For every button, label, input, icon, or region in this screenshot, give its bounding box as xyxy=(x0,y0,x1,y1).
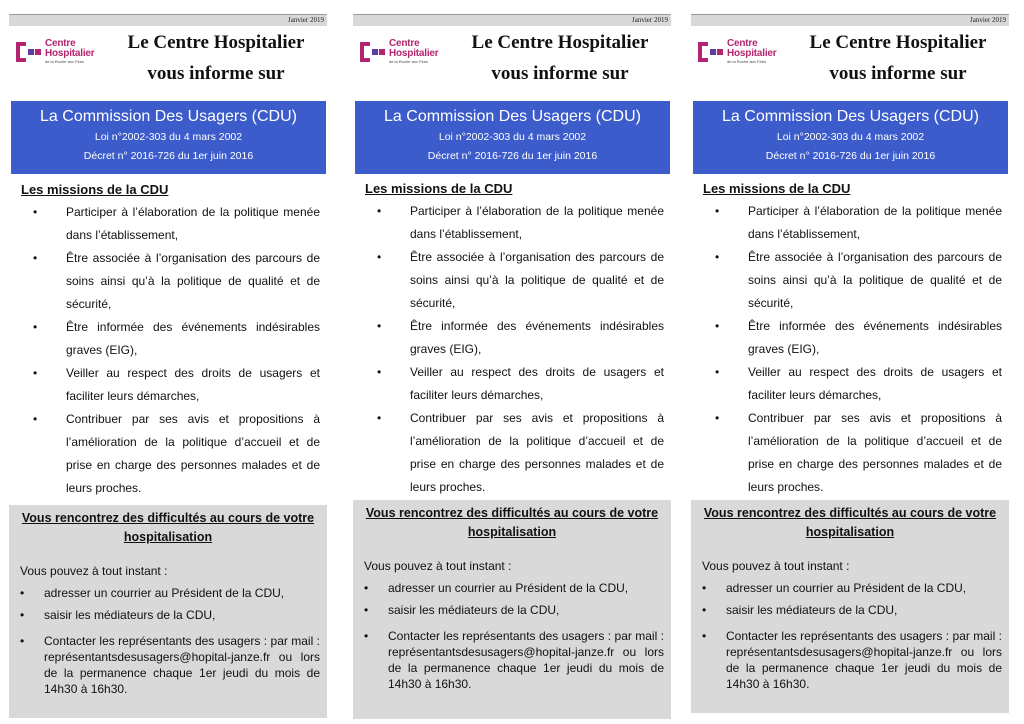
bullet-icon: • xyxy=(377,411,382,425)
hospital-logo xyxy=(358,38,458,70)
difficulties-list xyxy=(353,580,671,692)
difficulties-intro: Vous pouvez à tout instant : xyxy=(20,564,168,578)
logo-mark-icon xyxy=(14,40,42,64)
mission-text: Contribuer par ses avis et propositions à l’amélioration de la politique d’accueil et de prise en charge des personnes malades et de leurs proches. xyxy=(748,411,1002,494)
bullet-icon: • xyxy=(33,320,38,334)
logo-text-line1: Centre xyxy=(45,38,76,49)
page-title-line1: Le Centre Hospitalier xyxy=(809,32,987,53)
bullet-icon: • xyxy=(33,251,38,265)
logo-text-line2: Hospitalier xyxy=(727,48,777,59)
logo-text-line3: de la Roche aux Fées xyxy=(389,59,428,64)
missions-list xyxy=(691,200,1009,499)
list-item xyxy=(691,628,1009,692)
banner-heading: La Commission Des Usagers (CDU) xyxy=(722,108,979,125)
mission-text: Être associée à l’organisation des parcours de soins ainsi qu’à la politique de qualité et de sécurité, xyxy=(410,250,664,310)
mission-text: Participer à l’élaboration de la politique menée dans l’établissement, xyxy=(748,204,1002,241)
banner-loi: Loi n°2002-303 du 4 mars 2002 xyxy=(438,131,587,143)
bullet-icon: • xyxy=(33,412,38,426)
banner-heading: La Commission Des Usagers (CDU) xyxy=(40,108,297,125)
bullet-icon: • xyxy=(702,581,707,595)
difficulty-text: saisir les médiateurs de la CDU, xyxy=(388,603,560,617)
list-item xyxy=(353,315,671,361)
list-item xyxy=(9,585,327,601)
list-item xyxy=(9,316,327,362)
difficulties-intro: Vous pouvez à tout instant : xyxy=(364,559,512,573)
logo-text-line2: Hospitalier xyxy=(389,48,439,59)
leaflet-column-2 xyxy=(353,0,671,724)
difficulties-list xyxy=(9,585,327,697)
list-item xyxy=(9,607,327,623)
list-item xyxy=(353,361,671,407)
bullet-icon: • xyxy=(702,629,707,643)
logo-text-line1: Centre xyxy=(389,38,420,49)
leaflet-column-3 xyxy=(691,0,1009,724)
mission-text: Participer à l’élaboration de la politique menée dans l’établissement, xyxy=(66,205,320,242)
missions-heading: Les missions de la CDU xyxy=(365,181,513,196)
cdu-banner xyxy=(693,101,1008,174)
date-label: Janvier 2019 xyxy=(970,16,1006,24)
mission-text: Contribuer par ses avis et propositions à l’amélioration de la politique d’accueil et de prise en charge des personnes malades et de leurs proches. xyxy=(410,411,664,494)
difficulty-text: Contacter les représentants des usagers : par mail : représentantsdesusagers@hopital-janze.fr ou lors de la permanence chaque 1er jeudi du mois de 14h30 à 16h30. xyxy=(726,629,1002,691)
missions-list xyxy=(353,200,671,499)
list-item xyxy=(691,361,1009,407)
difficulty-text: saisir les médiateurs de la CDU, xyxy=(44,608,216,622)
page-title-line2: vous informe sur xyxy=(147,63,285,84)
difficulty-text: saisir les médiateurs de la CDU, xyxy=(726,603,898,617)
banner-decret: Décret n° 2016-726 du 1er juin 2016 xyxy=(427,150,598,162)
page-title-line1: Le Centre Hospitalier xyxy=(127,32,305,53)
leaflet-column-1 xyxy=(9,0,327,724)
bullet-icon: • xyxy=(20,634,25,648)
mission-text: Être associée à l’organisation des parcours de soins ainsi qu’à la politique de qualité et de sécurité, xyxy=(66,251,320,311)
date-bar xyxy=(9,14,327,26)
logo-text-line3: de la Roche aux Fées xyxy=(727,59,766,64)
bullet-icon: • xyxy=(702,603,707,617)
difficulties-box xyxy=(9,505,327,718)
hospital-logo xyxy=(14,38,114,70)
bullet-icon: • xyxy=(715,250,720,264)
list-item xyxy=(691,580,1009,596)
list-item xyxy=(353,200,671,246)
logo-mark-icon xyxy=(696,40,724,64)
bullet-icon: • xyxy=(33,205,38,219)
list-item xyxy=(9,362,327,408)
date-bar xyxy=(691,14,1009,26)
list-item xyxy=(9,633,327,697)
cdu-banner xyxy=(11,101,326,174)
mission-text: Participer à l’élaboration de la politique menée dans l’établissement, xyxy=(410,204,664,241)
list-item xyxy=(353,602,671,618)
list-item xyxy=(691,246,1009,315)
bullet-icon: • xyxy=(715,411,720,425)
logo-text-line2: Hospitalier xyxy=(45,48,95,59)
mission-text: Être informée des événements indésirables graves (EIG), xyxy=(66,320,320,357)
list-item xyxy=(691,315,1009,361)
difficulties-intro: Vous pouvez à tout instant : xyxy=(702,559,850,573)
logo-mark-icon xyxy=(358,40,386,64)
list-item xyxy=(353,628,671,692)
difficulty-text: Contacter les représentants des usagers : par mail : représentantsdesusagers@hopital-janze.fr ou lors de la permanence chaque 1er jeudi du mois de 14h30 à 16h30. xyxy=(388,629,664,691)
banner-decret: Décret n° 2016-726 du 1er juin 2016 xyxy=(83,150,254,162)
mission-text: Contribuer par ses avis et propositions à l’amélioration de la politique d’accueil et de prise en charge des personnes malades et de leurs proches. xyxy=(66,412,320,495)
page-title-line2: vous informe sur xyxy=(829,63,967,84)
date-bar xyxy=(353,14,671,26)
date-label: Janvier 2019 xyxy=(288,16,324,24)
missions-list xyxy=(9,201,327,500)
list-item xyxy=(353,246,671,315)
bullet-icon: • xyxy=(377,365,382,379)
bullet-icon: • xyxy=(20,586,25,600)
bullet-icon: • xyxy=(33,366,38,380)
date-label: Janvier 2019 xyxy=(632,16,668,24)
bullet-icon: • xyxy=(20,608,25,622)
missions-heading: Les missions de la CDU xyxy=(21,182,169,197)
bullet-icon: • xyxy=(377,319,382,333)
mission-text: Veiller au respect des droits de usagers et faciliter leurs démarches, xyxy=(66,366,320,403)
bullet-icon: • xyxy=(715,204,720,218)
page-title-line2: vous informe sur xyxy=(491,63,629,84)
logo-text-line1: Centre xyxy=(727,38,758,49)
difficulties-box xyxy=(691,500,1009,713)
mission-text: Être informée des événements indésirables graves (EIG), xyxy=(748,319,1002,356)
logo-text-line3: de la Roche aux Fées xyxy=(45,59,84,64)
list-item xyxy=(691,602,1009,618)
difficulties-list xyxy=(691,580,1009,692)
cdu-banner xyxy=(355,101,670,174)
list-item xyxy=(9,247,327,316)
bullet-icon: • xyxy=(715,365,720,379)
bullet-icon: • xyxy=(377,250,382,264)
list-item xyxy=(691,407,1009,499)
difficulty-text: adresser un courrier au Président de la CDU, xyxy=(726,581,967,595)
list-item xyxy=(353,407,671,499)
missions-heading: Les missions de la CDU xyxy=(703,181,851,196)
mission-text: Être informée des événements indésirables graves (EIG), xyxy=(410,319,664,356)
difficulty-text: adresser un courrier au Président de la CDU, xyxy=(44,586,285,600)
list-item xyxy=(9,201,327,247)
banner-heading: La Commission Des Usagers (CDU) xyxy=(384,108,641,125)
hospital-logo xyxy=(696,38,796,70)
bullet-icon: • xyxy=(715,319,720,333)
difficulties-heading: Vous rencontrez des difficultés au cours de votre hospitalisation xyxy=(703,506,997,539)
banner-decret: Décret n° 2016-726 du 1er juin 2016 xyxy=(765,150,936,162)
difficulty-text: Contacter les représentants des usagers : par mail : représentantsdesusagers@hopital-janze.fr ou lors de la permanence chaque 1er jeudi du mois de 14h30 à 16h30. xyxy=(44,634,320,696)
banner-loi: Loi n°2002-303 du 4 mars 2002 xyxy=(94,131,243,143)
banner-loi: Loi n°2002-303 du 4 mars 2002 xyxy=(776,131,925,143)
bullet-icon: • xyxy=(364,629,369,643)
page-title-line1: Le Centre Hospitalier xyxy=(471,32,649,53)
list-item xyxy=(9,408,327,500)
mission-text: Veiller au respect des droits de usagers et faciliter leurs démarches, xyxy=(410,365,664,402)
bullet-icon: • xyxy=(364,581,369,595)
list-item xyxy=(353,580,671,596)
bullet-icon: • xyxy=(377,204,382,218)
difficulties-box xyxy=(353,500,671,719)
difficulties-heading: Vous rencontrez des difficultés au cours de votre hospitalisation xyxy=(365,506,659,539)
list-item xyxy=(691,200,1009,246)
mission-text: Être associée à l’organisation des parcours de soins ainsi qu’à la politique de qualité et de sécurité, xyxy=(748,250,1002,310)
difficulties-heading: Vous rencontrez des difficultés au cours de votre hospitalisation xyxy=(21,511,315,544)
bullet-icon: • xyxy=(364,603,369,617)
mission-text: Veiller au respect des droits de usagers et faciliter leurs démarches, xyxy=(748,365,1002,402)
difficulty-text: adresser un courrier au Président de la CDU, xyxy=(388,581,629,595)
